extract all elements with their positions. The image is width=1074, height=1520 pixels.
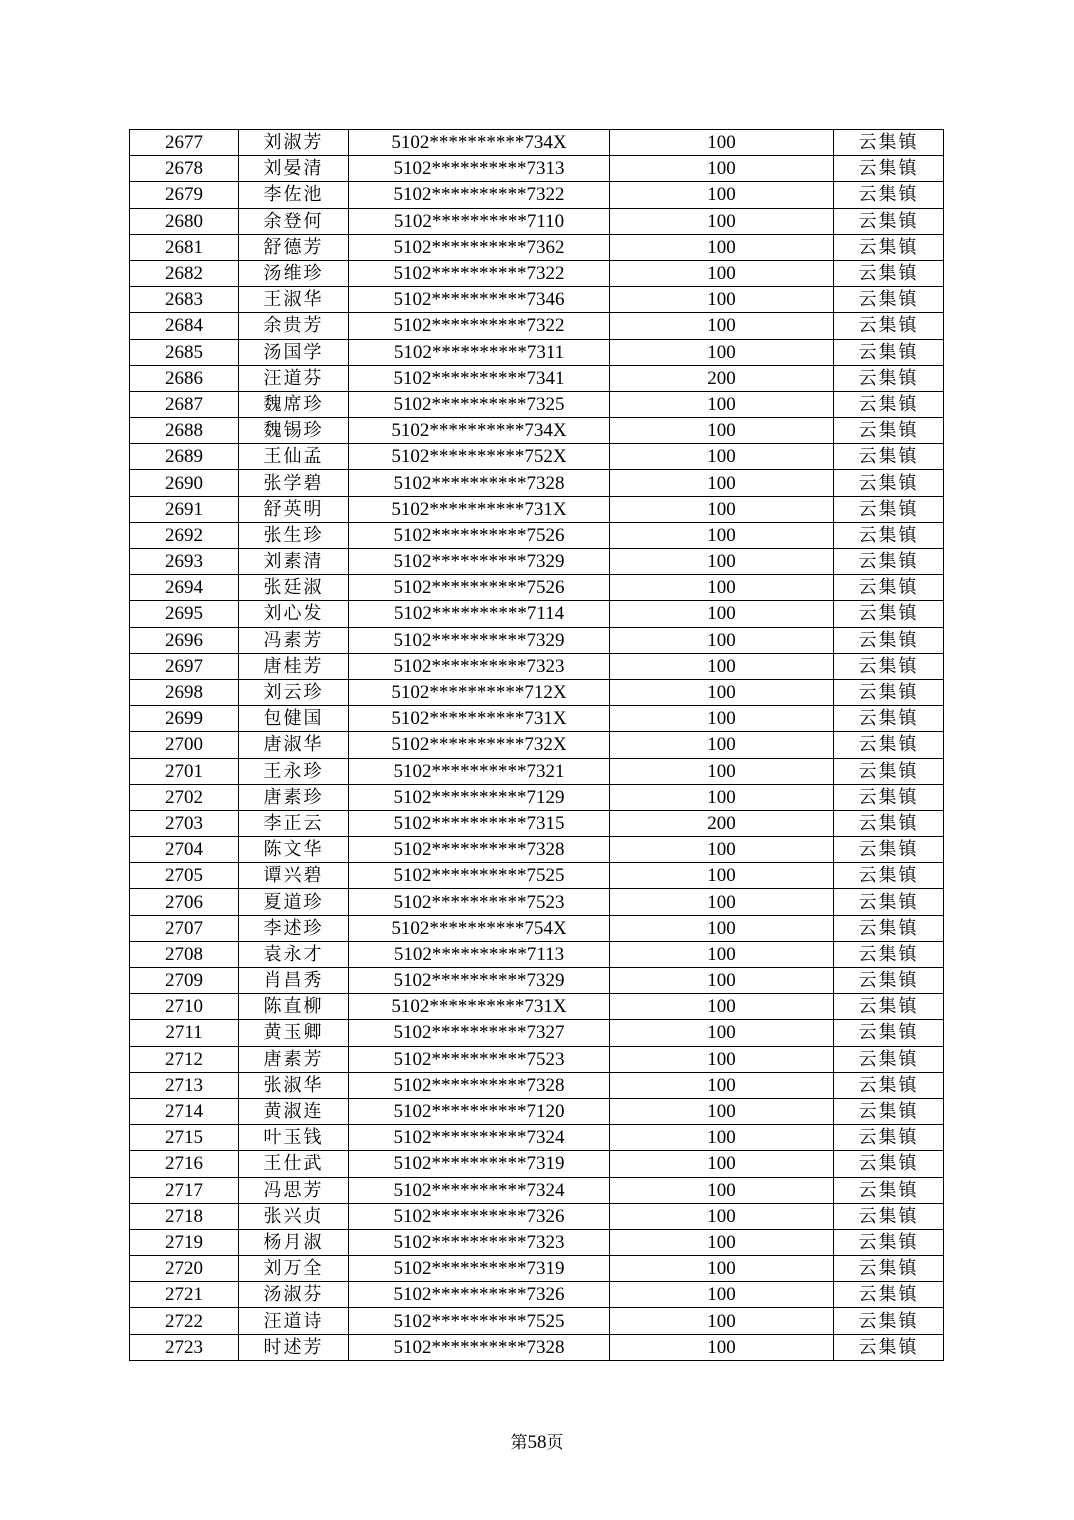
- amount-cell: 100: [610, 522, 834, 548]
- town-cell: 云集镇: [834, 496, 944, 522]
- page-label-suffix: 页: [546, 1433, 564, 1453]
- row-number-cell: 2705: [130, 863, 239, 889]
- name-cell: 汪道芬: [239, 365, 349, 391]
- amount-cell: 100: [610, 313, 834, 339]
- amount-cell: 100: [610, 706, 834, 732]
- amount-cell: 100: [610, 1282, 834, 1308]
- table-row: [130, 915, 944, 941]
- row-number-cell: 2681: [130, 234, 239, 260]
- row-number-cell: 2697: [130, 653, 239, 679]
- town-cell: 云集镇: [834, 470, 944, 496]
- town-cell: 云集镇: [834, 418, 944, 444]
- name-cell: 唐淑华: [239, 732, 349, 758]
- amount-cell: 100: [610, 1125, 834, 1151]
- amount-cell: 100: [610, 260, 834, 286]
- name-cell: 陈直柳: [239, 994, 349, 1020]
- table-row: [130, 1020, 944, 1046]
- name-cell: 汤维珍: [239, 260, 349, 286]
- id-number-cell: 5102**********7346: [349, 287, 610, 313]
- roster-table: [129, 129, 944, 1361]
- name-cell: 刘素清: [239, 549, 349, 575]
- id-number-cell: 5102**********7113: [349, 941, 610, 967]
- amount-cell: 100: [610, 863, 834, 889]
- row-number-cell: 2690: [130, 470, 239, 496]
- name-cell: 肖昌秀: [239, 968, 349, 994]
- town-cell: 云集镇: [834, 1282, 944, 1308]
- town-cell: 云集镇: [834, 1177, 944, 1203]
- row-number-cell: 2689: [130, 444, 239, 470]
- town-cell: 云集镇: [834, 1125, 944, 1151]
- id-number-cell: 5102**********7324: [349, 1125, 610, 1151]
- amount-cell: 100: [610, 994, 834, 1020]
- row-number-cell: 2693: [130, 549, 239, 575]
- row-number-cell: 2699: [130, 706, 239, 732]
- id-number-cell: 5102**********7525: [349, 863, 610, 889]
- name-cell: 张淑华: [239, 1072, 349, 1098]
- town-cell: 云集镇: [834, 1308, 944, 1334]
- row-number-cell: 2688: [130, 418, 239, 444]
- name-cell: 包健国: [239, 706, 349, 732]
- amount-cell: 100: [610, 549, 834, 575]
- id-number-cell: 5102**********7323: [349, 653, 610, 679]
- amount-cell: 100: [610, 575, 834, 601]
- amount-cell: 100: [610, 418, 834, 444]
- table-row: [130, 287, 944, 313]
- name-cell: 魏席珍: [239, 391, 349, 417]
- id-number-cell: 5102**********7526: [349, 522, 610, 548]
- name-cell: 冯思芳: [239, 1177, 349, 1203]
- id-number-cell: 5102**********734X: [349, 130, 610, 156]
- town-cell: 云集镇: [834, 130, 944, 156]
- id-number-cell: 5102**********7328: [349, 837, 610, 863]
- id-number-cell: 5102**********7328: [349, 470, 610, 496]
- table-row: [130, 1072, 944, 1098]
- table-row: [130, 810, 944, 836]
- id-number-cell: 5102**********7322: [349, 313, 610, 339]
- town-cell: 云集镇: [834, 601, 944, 627]
- amount-cell: 100: [610, 679, 834, 705]
- name-cell: 王仕武: [239, 1151, 349, 1177]
- id-number-cell: 5102**********7329: [349, 968, 610, 994]
- row-number-cell: 2683: [130, 287, 239, 313]
- amount-cell: 100: [610, 915, 834, 941]
- name-cell: 王淑华: [239, 287, 349, 313]
- id-number-cell: 5102**********7114: [349, 601, 610, 627]
- amount-cell: 100: [610, 130, 834, 156]
- row-number-cell: 2717: [130, 1177, 239, 1203]
- roster-table-body: [130, 130, 944, 1361]
- town-cell: 云集镇: [834, 182, 944, 208]
- town-cell: 云集镇: [834, 156, 944, 182]
- row-number-cell: 2715: [130, 1125, 239, 1151]
- row-number-cell: 2687: [130, 391, 239, 417]
- row-number-cell: 2713: [130, 1072, 239, 1098]
- row-number-cell: 2718: [130, 1203, 239, 1229]
- page-footer: [0, 1428, 1074, 1454]
- name-cell: 刘淑芳: [239, 130, 349, 156]
- town-cell: 云集镇: [834, 1098, 944, 1124]
- amount-cell: 100: [610, 1229, 834, 1255]
- table-row: [130, 679, 944, 705]
- table-row: [130, 784, 944, 810]
- table-row: [130, 863, 944, 889]
- id-number-cell: 5102**********7311: [349, 339, 610, 365]
- town-cell: 云集镇: [834, 706, 944, 732]
- id-number-cell: 5102**********7324: [349, 1177, 610, 1203]
- name-cell: 王永珍: [239, 758, 349, 784]
- name-cell: 汤淑芬: [239, 1282, 349, 1308]
- town-cell: 云集镇: [834, 863, 944, 889]
- id-number-cell: 5102**********7322: [349, 260, 610, 286]
- row-number-cell: 2686: [130, 365, 239, 391]
- table-row: [130, 575, 944, 601]
- table-row: [130, 522, 944, 548]
- name-cell: 冯素芳: [239, 627, 349, 653]
- town-cell: 云集镇: [834, 784, 944, 810]
- row-number-cell: 2679: [130, 182, 239, 208]
- name-cell: 舒德芳: [239, 234, 349, 260]
- name-cell: 唐素珍: [239, 784, 349, 810]
- name-cell: 汪道诗: [239, 1308, 349, 1334]
- amount-cell: 100: [610, 156, 834, 182]
- name-cell: 张生珍: [239, 522, 349, 548]
- amount-cell: 100: [610, 1046, 834, 1072]
- name-cell: 张兴贞: [239, 1203, 349, 1229]
- row-number-cell: 2708: [130, 941, 239, 967]
- table-row: [130, 156, 944, 182]
- amount-cell: 100: [610, 1308, 834, 1334]
- town-cell: 云集镇: [834, 915, 944, 941]
- town-cell: 云集镇: [834, 758, 944, 784]
- table-row: [130, 837, 944, 863]
- id-number-cell: 5102**********7323: [349, 1229, 610, 1255]
- page-label-prefix: 第: [510, 1433, 528, 1453]
- id-number-cell: 5102**********7321: [349, 758, 610, 784]
- town-cell: 云集镇: [834, 1151, 944, 1177]
- town-cell: 云集镇: [834, 1256, 944, 1282]
- name-cell: 刘心发: [239, 601, 349, 627]
- town-cell: 云集镇: [834, 627, 944, 653]
- town-cell: 云集镇: [834, 365, 944, 391]
- row-number-cell: 2706: [130, 889, 239, 915]
- table-row: [130, 444, 944, 470]
- name-cell: 叶玉钱: [239, 1125, 349, 1151]
- table-row: [130, 994, 944, 1020]
- table-row: [130, 1203, 944, 1229]
- table-row: [130, 889, 944, 915]
- id-number-cell: 5102**********7341: [349, 365, 610, 391]
- table-row: [130, 1151, 944, 1177]
- name-cell: 李正云: [239, 810, 349, 836]
- name-cell: 黄淑连: [239, 1098, 349, 1124]
- id-number-cell: 5102**********7362: [349, 234, 610, 260]
- name-cell: 袁永才: [239, 941, 349, 967]
- table-row: [130, 1308, 944, 1334]
- table-row: [130, 758, 944, 784]
- id-number-cell: 5102**********7329: [349, 627, 610, 653]
- name-cell: 时述芳: [239, 1334, 349, 1360]
- table-row: [130, 627, 944, 653]
- town-cell: 云集镇: [834, 889, 944, 915]
- amount-cell: 100: [610, 1151, 834, 1177]
- amount-cell: 100: [610, 1098, 834, 1124]
- town-cell: 云集镇: [834, 1046, 944, 1072]
- amount-cell: 100: [610, 941, 834, 967]
- table-row: [130, 1046, 944, 1072]
- id-number-cell: 5102**********754X: [349, 915, 610, 941]
- row-number-cell: 2698: [130, 679, 239, 705]
- name-cell: 刘晏清: [239, 156, 349, 182]
- amount-cell: 100: [610, 1256, 834, 1282]
- town-cell: 云集镇: [834, 234, 944, 260]
- row-number-cell: 2685: [130, 339, 239, 365]
- amount-cell: 100: [610, 1203, 834, 1229]
- town-cell: 云集镇: [834, 941, 944, 967]
- town-cell: 云集镇: [834, 208, 944, 234]
- id-number-cell: 5102**********7523: [349, 1046, 610, 1072]
- amount-cell: 100: [610, 287, 834, 313]
- amount-cell: 100: [610, 601, 834, 627]
- row-number-cell: 2722: [130, 1308, 239, 1334]
- amount-cell: 100: [610, 889, 834, 915]
- name-cell: 唐桂芳: [239, 653, 349, 679]
- table-row: [130, 1334, 944, 1360]
- name-cell: 刘云珍: [239, 679, 349, 705]
- town-cell: 云集镇: [834, 391, 944, 417]
- id-number-cell: 5102**********7319: [349, 1151, 610, 1177]
- name-cell: 舒英明: [239, 496, 349, 522]
- id-number-cell: 5102**********7523: [349, 889, 610, 915]
- town-cell: 云集镇: [834, 653, 944, 679]
- id-number-cell: 5102**********7526: [349, 575, 610, 601]
- row-number-cell: 2692: [130, 522, 239, 548]
- name-cell: 汤国学: [239, 339, 349, 365]
- town-cell: 云集镇: [834, 1334, 944, 1360]
- town-cell: 云集镇: [834, 1072, 944, 1098]
- table-row: [130, 313, 944, 339]
- row-number-cell: 2678: [130, 156, 239, 182]
- amount-cell: 100: [610, 1334, 834, 1360]
- page-number: 58: [527, 1432, 547, 1453]
- town-cell: 云集镇: [834, 287, 944, 313]
- amount-cell: 200: [610, 365, 834, 391]
- table-row: [130, 653, 944, 679]
- amount-cell: 100: [610, 391, 834, 417]
- id-number-cell: 5102**********7326: [349, 1203, 610, 1229]
- id-number-cell: 5102**********7525: [349, 1308, 610, 1334]
- id-number-cell: 5102**********731X: [349, 496, 610, 522]
- table-row: [130, 941, 944, 967]
- row-number-cell: 2719: [130, 1229, 239, 1255]
- table-row: [130, 496, 944, 522]
- amount-cell: 100: [610, 470, 834, 496]
- table-row: [130, 339, 944, 365]
- name-cell: 张学碧: [239, 470, 349, 496]
- id-number-cell: 5102**********7315: [349, 810, 610, 836]
- row-number-cell: 2701: [130, 758, 239, 784]
- amount-cell: 100: [610, 758, 834, 784]
- table-row: [130, 601, 944, 627]
- id-number-cell: 5102**********7325: [349, 391, 610, 417]
- table-row: [130, 549, 944, 575]
- id-number-cell: 5102**********7322: [349, 182, 610, 208]
- amount-cell: 100: [610, 234, 834, 260]
- amount-cell: 100: [610, 1072, 834, 1098]
- id-number-cell: 5102**********731X: [349, 994, 610, 1020]
- town-cell: 云集镇: [834, 260, 944, 286]
- row-number-cell: 2680: [130, 208, 239, 234]
- amount-cell: 100: [610, 627, 834, 653]
- table-row: [130, 418, 944, 444]
- id-number-cell: 5102**********752X: [349, 444, 610, 470]
- town-cell: 云集镇: [834, 1229, 944, 1255]
- id-number-cell: 5102**********7328: [349, 1072, 610, 1098]
- table-row: [130, 130, 944, 156]
- table-row: [130, 1125, 944, 1151]
- name-cell: 魏锡珍: [239, 418, 349, 444]
- amount-cell: 100: [610, 837, 834, 863]
- row-number-cell: 2677: [130, 130, 239, 156]
- table-row: [130, 208, 944, 234]
- amount-cell: 100: [610, 182, 834, 208]
- row-number-cell: 2684: [130, 313, 239, 339]
- row-number-cell: 2704: [130, 837, 239, 863]
- id-number-cell: 5102**********7120: [349, 1098, 610, 1124]
- town-cell: 云集镇: [834, 679, 944, 705]
- amount-cell: 100: [610, 732, 834, 758]
- table-row: [130, 1256, 944, 1282]
- name-cell: 唐素芳: [239, 1046, 349, 1072]
- id-number-cell: 5102**********734X: [349, 418, 610, 444]
- row-number-cell: 2700: [130, 732, 239, 758]
- amount-cell: 200: [610, 810, 834, 836]
- row-number-cell: 2696: [130, 627, 239, 653]
- name-cell: 杨月淑: [239, 1229, 349, 1255]
- id-number-cell: 5102**********731X: [349, 706, 610, 732]
- amount-cell: 100: [610, 339, 834, 365]
- town-cell: 云集镇: [834, 1203, 944, 1229]
- id-number-cell: 5102**********712X: [349, 679, 610, 705]
- name-cell: 王仙孟: [239, 444, 349, 470]
- town-cell: 云集镇: [834, 837, 944, 863]
- amount-cell: 100: [610, 968, 834, 994]
- row-number-cell: 2721: [130, 1282, 239, 1308]
- name-cell: 余登何: [239, 208, 349, 234]
- row-number-cell: 2707: [130, 915, 239, 941]
- amount-cell: 100: [610, 208, 834, 234]
- row-number-cell: 2714: [130, 1098, 239, 1124]
- id-number-cell: 5102**********732X: [349, 732, 610, 758]
- row-number-cell: 2720: [130, 1256, 239, 1282]
- table-row: [130, 706, 944, 732]
- table-row: [130, 732, 944, 758]
- row-number-cell: 2703: [130, 810, 239, 836]
- row-number-cell: 2691: [130, 496, 239, 522]
- amount-cell: 100: [610, 1020, 834, 1046]
- table-row: [130, 1098, 944, 1124]
- name-cell: 夏道珍: [239, 889, 349, 915]
- id-number-cell: 5102**********7313: [349, 156, 610, 182]
- amount-cell: 100: [610, 1177, 834, 1203]
- row-number-cell: 2711: [130, 1020, 239, 1046]
- amount-cell: 100: [610, 653, 834, 679]
- amount-cell: 100: [610, 444, 834, 470]
- row-number-cell: 2710: [130, 994, 239, 1020]
- amount-cell: 100: [610, 496, 834, 522]
- name-cell: 李述珍: [239, 915, 349, 941]
- row-number-cell: 2694: [130, 575, 239, 601]
- table-row: [130, 234, 944, 260]
- town-cell: 云集镇: [834, 994, 944, 1020]
- town-cell: 云集镇: [834, 1020, 944, 1046]
- name-cell: 谭兴碧: [239, 863, 349, 889]
- table-row: [130, 391, 944, 417]
- row-number-cell: 2709: [130, 968, 239, 994]
- table-row: [130, 260, 944, 286]
- town-cell: 云集镇: [834, 810, 944, 836]
- id-number-cell: 5102**********7129: [349, 784, 610, 810]
- town-cell: 云集镇: [834, 575, 944, 601]
- table-row: [130, 1282, 944, 1308]
- amount-cell: 100: [610, 784, 834, 810]
- name-cell: 刘万全: [239, 1256, 349, 1282]
- name-cell: 张廷淑: [239, 575, 349, 601]
- town-cell: 云集镇: [834, 522, 944, 548]
- name-cell: 黄玉卿: [239, 1020, 349, 1046]
- table-row: [130, 968, 944, 994]
- town-cell: 云集镇: [834, 968, 944, 994]
- table-row: [130, 1177, 944, 1203]
- town-cell: 云集镇: [834, 732, 944, 758]
- id-number-cell: 5102**********7328: [349, 1334, 610, 1360]
- id-number-cell: 5102**********7327: [349, 1020, 610, 1046]
- table-row: [130, 182, 944, 208]
- table-row: [130, 470, 944, 496]
- name-cell: 陈文华: [239, 837, 349, 863]
- id-number-cell: 5102**********7326: [349, 1282, 610, 1308]
- table-row: [130, 1229, 944, 1255]
- row-number-cell: 2712: [130, 1046, 239, 1072]
- row-number-cell: 2702: [130, 784, 239, 810]
- row-number-cell: 2723: [130, 1334, 239, 1360]
- row-number-cell: 2716: [130, 1151, 239, 1177]
- town-cell: 云集镇: [834, 549, 944, 575]
- name-cell: 李佐池: [239, 182, 349, 208]
- id-number-cell: 5102**********7329: [349, 549, 610, 575]
- town-cell: 云集镇: [834, 339, 944, 365]
- row-number-cell: 2682: [130, 260, 239, 286]
- id-number-cell: 5102**********7319: [349, 1256, 610, 1282]
- row-number-cell: 2695: [130, 601, 239, 627]
- town-cell: 云集镇: [834, 444, 944, 470]
- id-number-cell: 5102**********7110: [349, 208, 610, 234]
- table-row: [130, 365, 944, 391]
- town-cell: 云集镇: [834, 313, 944, 339]
- name-cell: 余贵芳: [239, 313, 349, 339]
